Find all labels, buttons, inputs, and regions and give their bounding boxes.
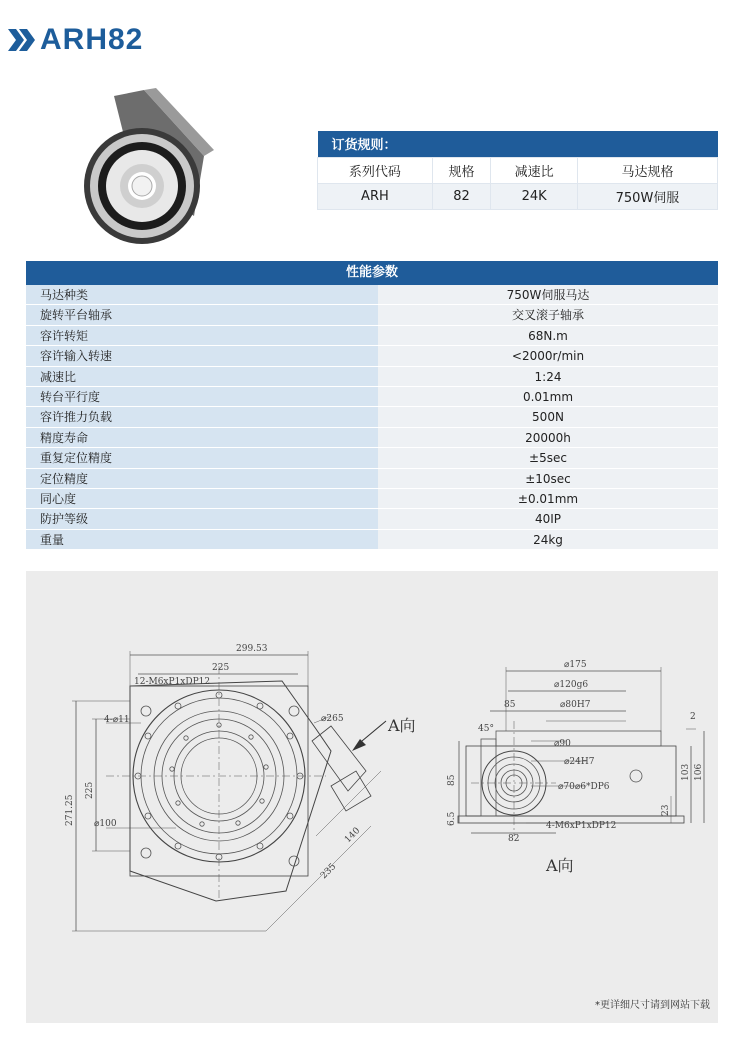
dim-circle: ⌀265 xyxy=(321,714,344,724)
spec-value: 500N xyxy=(378,407,718,426)
order-value-row xyxy=(318,183,718,209)
order-col-motor: 马达规格 xyxy=(577,157,717,183)
dim-h85: 85 xyxy=(447,774,457,786)
table-row xyxy=(26,469,718,489)
dim-overall-width: 299.53 xyxy=(236,644,268,654)
product-photo xyxy=(74,86,224,246)
order-val-motor: 750W伺服 xyxy=(577,183,717,209)
order-col-size: 规格 xyxy=(432,157,491,183)
spec-label: 重复定位精度 xyxy=(26,448,378,467)
side-view-label: A向 xyxy=(546,856,574,875)
spec-value: 750W伺服马达 xyxy=(378,285,718,304)
dim-d80: ⌀80H7 xyxy=(560,700,591,710)
spec-value: 24kg xyxy=(378,530,718,549)
spec-value: 40IP xyxy=(378,509,718,528)
front-view xyxy=(72,651,386,931)
spec-label: 定位精度 xyxy=(26,469,378,488)
table-row xyxy=(26,305,718,325)
spec-label: 转台平行度 xyxy=(26,387,378,406)
dim-holes: 4-⌀11 xyxy=(104,715,130,725)
spec-value: 1:24 xyxy=(378,367,718,386)
table-row xyxy=(26,509,718,529)
dim-235: 235 xyxy=(319,861,339,882)
dim-inner-width: 225 xyxy=(212,663,230,673)
spec-value: ±0.01mm xyxy=(378,489,718,508)
dim-thread: 12-M6xP1xDP12 xyxy=(134,677,211,687)
page-header xyxy=(6,20,143,60)
dim-w85: 85 xyxy=(504,700,516,710)
spec-label: 重量 xyxy=(26,530,378,549)
drawing-svg xyxy=(26,571,718,1023)
table-row xyxy=(26,387,718,407)
table-row xyxy=(26,285,718,305)
dim-h65: 6.5 xyxy=(447,811,457,826)
view-arrow-label: A向 xyxy=(388,716,416,735)
dim-h103: 103 xyxy=(681,763,691,781)
order-table xyxy=(317,131,718,210)
order-val-size: 82 xyxy=(432,183,491,209)
spec-label: 同心度 xyxy=(26,489,378,508)
dim-d120: ⌀120g6 xyxy=(554,680,589,690)
dim-side-thread: 4-M6xP1xDP12 xyxy=(546,821,617,831)
dim-h106: 106 xyxy=(694,763,704,781)
double-chevron-icon xyxy=(6,25,36,55)
order-val-ratio: 24K xyxy=(491,183,578,209)
spec-value: 0.01mm xyxy=(378,387,718,406)
spec-value: ±10sec xyxy=(378,469,718,488)
order-val-series: ARH xyxy=(318,183,433,209)
dim-d90: ⌀90 xyxy=(554,739,571,749)
dim-height-total: 271.25 xyxy=(65,794,75,826)
table-row xyxy=(26,326,718,346)
spec-label: 旋转平台轴承 xyxy=(26,305,378,324)
dim-bore: ⌀100 xyxy=(94,819,117,829)
spec-value: 68N.m xyxy=(378,326,718,345)
spec-label: 精度寿命 xyxy=(26,428,378,447)
order-heading: 订货规则： xyxy=(318,131,718,157)
spec-heading: 性能参数 xyxy=(26,261,718,285)
dim-d24: ⌀24H7 xyxy=(564,757,595,767)
spec-label: 容许推力负载 xyxy=(26,407,378,426)
table-row xyxy=(26,489,718,509)
spec-value: 20000h xyxy=(378,428,718,447)
dim-h23: 23 xyxy=(661,804,671,816)
spec-label: 容许输入转速 xyxy=(26,346,378,365)
table-row xyxy=(26,407,718,427)
spec-label: 马达种类 xyxy=(26,285,378,304)
table-row xyxy=(26,448,718,468)
dim-w82: 82 xyxy=(508,834,520,844)
spec-label: 减速比 xyxy=(26,367,378,386)
spec-label: 防护等级 xyxy=(26,509,378,528)
page-title: ARH82 xyxy=(40,23,144,56)
order-label-row xyxy=(318,157,718,183)
order-col-series: 系列代码 xyxy=(318,157,433,183)
dim-height: 225 xyxy=(85,781,95,799)
spec-value: 交叉滚子轴承 xyxy=(378,305,718,324)
technical-drawing xyxy=(26,571,718,1023)
dim-t2: 2 xyxy=(690,712,696,722)
spec-value: ±5sec xyxy=(378,448,718,467)
order-col-ratio: 减速比 xyxy=(491,157,578,183)
dim-angle: 45° xyxy=(478,724,494,734)
spec-label: 容许转矩 xyxy=(26,326,378,345)
table-row xyxy=(26,346,718,366)
spec-value: <2000r/min xyxy=(378,346,718,365)
table-row xyxy=(26,367,718,387)
dim-d175: ⌀175 xyxy=(564,660,587,670)
table-row xyxy=(26,530,718,550)
dim-d70: ⌀70⌀6*DP6 xyxy=(558,782,610,792)
table-row xyxy=(26,428,718,448)
dim-140: 140 xyxy=(343,825,363,846)
footnote: *更详细尺寸请到网站下载 xyxy=(595,1000,710,1011)
spec-table xyxy=(26,261,718,550)
